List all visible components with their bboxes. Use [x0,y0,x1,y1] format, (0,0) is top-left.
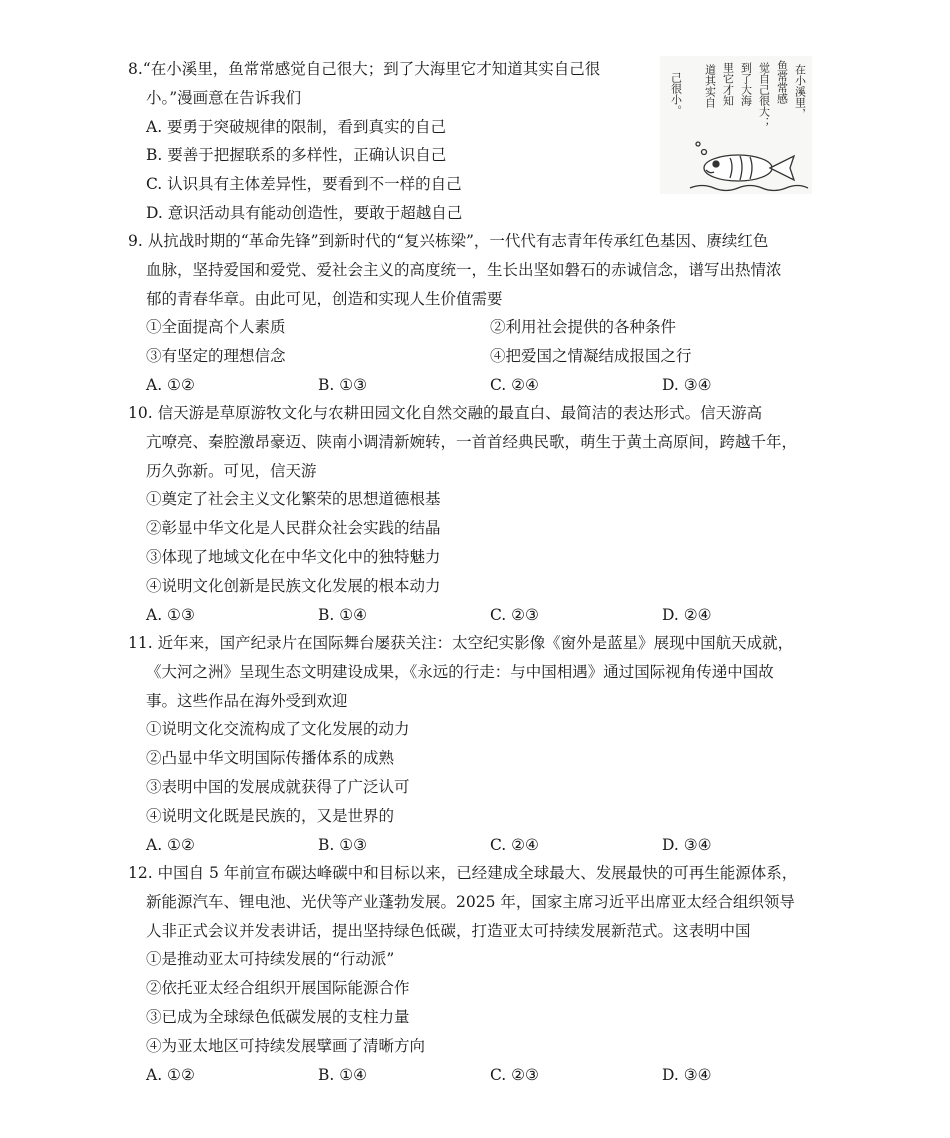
cartoon-text-col2: 鱼常常感 [775,60,789,104]
q8-option-d[interactable]: D. 意识活动具有能动创造性，要敢于超越自己 [146,203,463,222]
q11-statement-4: ④说明文化既是民族的，又是世界的 [146,806,395,825]
q9-statements [128,313,828,371]
cartoon-text-col1: 在小溪里， [793,64,807,119]
q9-stem-line1: 9. 从抗战时期的“革命先锋”到新时代的“复兴栋梁”，一代代有志青年传承红色基因、赓续红色 [128,232,769,250]
q10-statement-2: ②彰显中华文化是人民群众社会实践的结晶 [146,519,441,538]
q9-choice-c[interactable]: C. ②④ [490,375,539,394]
q10-choice-c[interactable]: C. ②③ [490,605,539,624]
q8-option-a[interactable]: A. 要勇于突破规律的限制，看到真实的自己 [146,117,447,136]
cartoon-text-col7: 己很小。 [669,72,683,116]
q10-statement-3: ③体现了地域文化在中华文化中的独特魅力 [146,547,441,566]
q10-stem-line1: 10. 信天游是草原游牧文化与农耕田园文化自然交融的最直白、最简洁的表达形式。信天游高 [128,404,763,422]
q12-statement-1: ①是推动亚太可持续发展的“行动派” [146,950,395,969]
q12-choice-c[interactable]: C. ②③ [490,1065,539,1084]
cartoon-text-col3: 觉自己很大； [757,62,771,128]
q12-stem-line1: 12. 中国自 5 年前宣布碳达峰碳中和目标以来，已经建成全球最大、发展最快的可再生能源体系， [128,864,798,882]
q9-statement-1: ①全面提高个人素质 [146,318,286,337]
q11-stem-line3: 事。这些作品在海外受到欢迎 [146,691,348,710]
q8-option-c[interactable]: C. 认识具有主体差异性，要看到不一样的自己 [146,175,462,194]
q9-stem-line2: 血脉，坚持爱国和爱党、爱社会主义的高度统一，生长出坚如磐石的赤诚信念，谱写出热情浓 [146,260,782,279]
q10-statement-4: ④说明文化创新是民族文化发展的根本动力 [146,576,441,595]
q10-stem-line2: 亢嘹亮、秦腔激昂豪迈、陕南小调清新婉转，一首首经典民歌，萌生于黄土高原间，跨越千年， [146,432,798,451]
q12-statement-3: ③已成为全球绿色低碳发展的支柱力量 [146,1007,410,1026]
q12-choice-d[interactable]: D. ③④ [662,1065,712,1084]
question-12 [128,859,828,1089]
q10-choice-d[interactable]: D. ②④ [662,605,712,624]
q11-choice-c[interactable]: C. ②④ [490,835,539,854]
cartoon-text-col5: 里它才知 [721,62,735,106]
q10-choice-b[interactable]: B. ①④ [318,605,368,624]
q9-statement-4: ④把爱国之情凝结成报国之行 [490,347,692,366]
q10-statement-1: ①奠定了社会主义文化繁荣的思想道德根基 [146,490,441,509]
q9-choice-a[interactable]: A. ①② [146,375,195,394]
q8-option-b[interactable]: B. 要善于把握联系的多样性，正确认识自己 [146,146,447,165]
question-11 [128,629,828,859]
q12-stem-line2: 新能源汽车、锂电池、光伏等产业蓬勃发展。2025 年，国家主席习近平出席亚太经合组织领导 [146,892,795,911]
q9-statement-2: ②利用社会提供的各种条件 [490,318,677,337]
q9-stem-line3: 郁的青春华章。由此可见，创造和实现人生价值需要 [146,289,503,308]
q9-choice-d[interactable]: D. ③④ [662,375,712,394]
q12-choice-b[interactable]: B. ①④ [318,1065,368,1084]
q8-stem-line1: 8.“在小溪里，鱼常常感觉自己很大；到了大海里它才知道其实自己很 [128,60,601,78]
question-10 [128,399,828,629]
q11-statement-2: ②凸显中华文明国际传播体系的成熟 [146,749,395,768]
q11-statement-1: ①说明文化交流构成了文化发展的动力 [146,720,410,739]
question-9 [128,227,828,400]
q12-choice-a[interactable]: A. ①② [146,1065,195,1084]
q10-stem-line3: 历久弥新。可见，信天游 [146,461,317,480]
fish-cartoon-image [660,56,812,194]
q12-choices [128,1061,828,1090]
q9-choice-b[interactable]: B. ①③ [318,375,368,394]
q11-stem-line1: 11. 近年来，国产纪录片在国际舞台屡获关注：太空纪实影像《窗外是蓝星》展现中国航天成就， [128,634,794,652]
q9-statement-3: ③有坚定的理想信念 [146,347,286,366]
q11-choice-b[interactable]: B. ①③ [318,835,368,854]
q12-statement-4: ④为亚太地区可持续发展擘画了清晰方向 [146,1036,426,1055]
q8-stem-line2: 小。”漫画意在告诉我们 [146,88,302,107]
q11-choice-a[interactable]: A. ①② [146,835,195,854]
q10-choices [128,601,828,630]
q11-stem-line2: 《大河之洲》呈现生态文明建设成果，《永远的行走：与中国相遇》通过国际视角传递中国故 [146,662,774,681]
q11-choice-d[interactable]: D. ③④ [662,835,712,854]
q9-choices [128,371,828,400]
q12-stem-line3: 人非正式会议并发表讲话，提出坚持绿色低碳，打造亚太可持续发展新范式。这表明中国 [146,921,751,940]
cartoon-text-col4: 到了大海 [739,62,753,106]
cartoon-text-col6: 道其实自 [703,64,717,108]
q11-choices [128,831,828,860]
q12-statement-2: ②依托亚太经合组织开展国际能源合作 [146,979,410,998]
q10-choice-a[interactable]: A. ①③ [146,605,195,624]
q11-statement-3: ③表明中国的发展成就获得了广泛认可 [146,777,410,796]
